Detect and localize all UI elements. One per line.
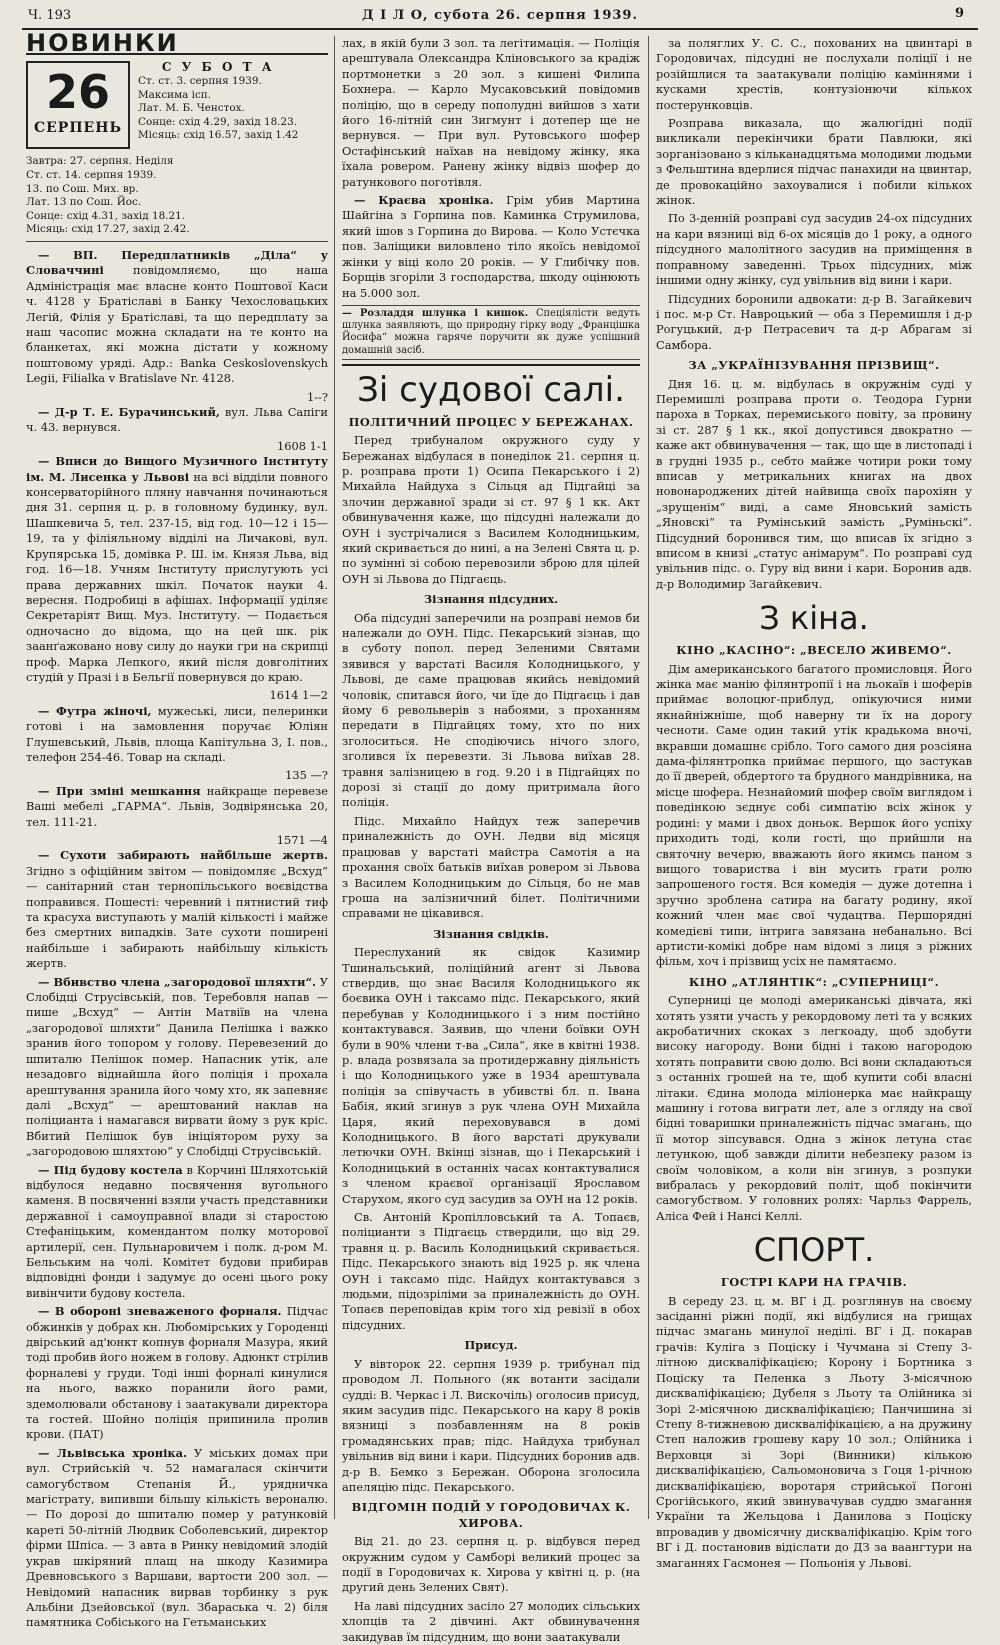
court-subtitle: ПОЛІТИЧНИЙ ПРОЦЕС У БЕРЕЖАНАХ. [348,414,634,429]
paragraph-lead: — Під будову костела [38,1162,183,1177]
almanac-line: Ст. ст. 3. серпня 1939. [138,75,262,87]
paragraph-lead: — Сухоти забирають найбільше жертв. [38,848,328,863]
almanac-line: Лат. М. Б. Ченстох. [138,102,245,115]
news-paragraph [26,1163,328,1302]
weekday: С У Б О Т А [161,60,275,75]
paragraph-lead: — При зміні мешкання [38,783,201,798]
confession-heading: Зізнання підсудних. [423,592,559,607]
kasino-review [656,662,972,970]
paragraph-text: У міських домах при вул. Стрийській ч. 52 намагалася скінчити самогубством Степанія Й., урядничка магістрату, випивши більшу кількість вероналю. — По дорозі до шпиталю помер у ратунковій кареті 50-літній Людвик Соболевський, директор фірми Шпіса. — З авта в Ринку невідомий злодій украв шкіряний плащ на шкоду Казимира Древновського з Варшави, вартости 200 зол. — Невідомий напасник вирвав торбинку з рук Альбіни Дзейовської (вул. Збараська ч. 2) біля памятника Собіського на Гетьманських [26,1445,328,1630]
masthead-title: Д І Л О, субота 26. серпня 1939. [362,8,638,23]
news-paragraph [26,704,328,766]
news-paragraph [26,405,328,436]
news-paragraph [26,1446,328,1631]
day-box [26,61,130,149]
paragraph-text: Грім убив Мартина Шайгіна з Горпина пов. Каминка Струмилова, який ішов з Горпина до Вирова. — Коло Устєчка пов. Заліщики виловлено тіло якоїсь невідомої жінки у віці коло 20 років. — У Глибічку пов. Борщів згоріли 3 господарства, шкоду оцінюють на 5.000 зол. [342,193,640,300]
echo-article [342,1534,640,1645]
tomorrow-line: Сонце: схід 4.31, захід 18.21. [26,209,186,222]
paragraph-text: Згідно з офіційним звітом — повідомляє „Всхуд“ — санітарний стан тернопільського воєвідства поправився. Пошесті: черевний і пятнистий тиф та красуха виступають у малій кількості і майже без смертних випадків. Зате сухоти поширені найбільше і забирають найбільшу кількість жертв. [26,863,328,971]
column-3 [656,36,972,1570]
paragraph-text: лах, в якій були 3 зол. та легітимація. — Поліція арештувала Олександра Кліновського за крадіж портмонетки з 20 зол. з кишені Филипа Бохнера. — Карло Мусаковський повідомив поліцію, що в середу пополудні вийшов з хати його 16-літній син Зигмунт і дотепер ще не вернувся. — При вул. Рутовського шофер Остафінський наїхав на невідому жінку, яка їхала ровером. Ранену жінку відвіз шофер до ратункового поготівля. [342,36,640,189]
notice-lead: — Розладдя шлунка і кишок. [342,307,529,319]
paragraph-lead: — ВП. Передплатників „Діла“ у Словаччині [26,247,328,278]
masthead [22,6,978,30]
article-paragraph: У вівторок 22. серпня 1939 р. трибунал під проводом Л. Польного (як вотанти засідали судді: В. Черкас і Л. Вискочіль) оголосив присуд, яким засудив підс. Пекарського на кару 8 років вязниці з позбавленням на 8 років громадянських прав; підс. Найдуха трибунал увільнив від вини і кари. Підсудних боронив адв. д-р В. Бемко з Бережан. Оборона зголосила апеляцію підс. Пекарського. [342,1356,640,1494]
column-divider [334,36,335,1519]
atlantic-heading: КІНО „АТЛЯНТІК“: „СУПЕРНИЦІ“. [688,974,940,989]
verdict-heading: Присуд. [464,1338,518,1353]
news-paragraph [342,36,640,190]
column-2 [342,36,640,1644]
court-section-title: Зі судової салі. [342,364,640,410]
paragraph-text: Підчас обжинків у добрах кн. Любомірських у Городенці двірський ад'юнкт копнув форналя Мазура, який тоді пробив його ножем в голову. Адюнкт стрілив форналеві у груди. Тоді інші форналі кинулися на нього, важко поранили його рами, здемолювали обстанову і заатакували директора та гостей. Шойно поліція припинила пролив крови. (ПАТ) [26,1304,328,1442]
paragraph-text: повідомляємо, що наша Адміністрація має власне конто Поштової Каси ч. 4128 у Братіславі в Банку Чехословацьких Легій, Філія у Братіславі, та що передплату за наш часопис можна складати на те конто на бланкетах, які можна дістати у кожному поштовому уряді. Адр.: Banka Ceskoslovenskych Legii, Filialka v Bratislave Nr. 4128. [26,263,328,386]
month-name: СЕРПЕНЬ [33,120,122,137]
news-items [26,248,328,1631]
tomorrow-line: Завтра: 27. серпня. Неділя [26,155,174,168]
advert-code: 1571 —4 [276,833,328,847]
news-paragraph [26,454,328,685]
continued-court [656,36,972,353]
echo-heading: ВІДГОМІН ПОДІЙ У ГОРОДОВИЧАХ К. ХИРОВА. [351,1500,631,1530]
article-paragraph: Дім американського багатого промисловця. Його жінка має манію філянтропії і на льокаїв і шоферів приймає волоцюг-приблуд, опікуючися ними якнайніжніше, щоб наверну ти їх на дорогу чесноти. Саме один такий утік крадькома вночі, вкравши домашнє срібло. Того самого дня розсіяна дама-філянтропка приймає першого, що застукав до її дверей, обдертого та брудного мандрівника, на місце шофера. Незнайомий шофер своїм виглядом і поведінкою зєднує собі симпатію всіх жінок у родині: у мами і двох доньок. Вершок його успіху приходить тоді, коли гості, що прийшли на святочну вечерю, вважають його якимсь паном з вищого товариства і він мусить грати ролю запрошеного гостя. Вся комедія — дуже дотепна і зручно зроблена сатира на багату родину, якої кожний член має свої чудацтва. Першорядні комедієві типи, інтрига завязана небанально. Всі артисти-комікі добре нам відомі з лиця з ріжних фільм, хоч і прізвищ усіх не памятаємо. [656,661,972,969]
witness-article [342,945,640,1333]
sport-subtitle: ГОСТРІ КАРИ НА ГРАЧІВ. [720,1275,908,1290]
advert-code: 1614 1—2 [269,688,328,703]
court-article [342,433,640,587]
news-paragraph [26,848,328,971]
article-paragraph: Перед трибуналом окружного суду у Бережанах відбулася в понеділок 21. серпня ц. р. розправа проти 1) Осипа Пекарського і 2) Михайла Найдуха з Сільця ад Підгайці за злочин державної зради зі ст. 97 § 1 кк. Акт обвинувачення каже, що підсудні належали до ОУН і зустрічалися з Василем Колодницьким, який скривається до нині, а на Зелені Свята ц. р. по зумінні зі собою перевозили зброю для цілей ОУН зі Львова до Підгаєць. [342,433,640,586]
tomorrow-line: 13. по Сош. Мих. вр. [26,182,139,195]
article-paragraph: Дня 16. ц. м. відбулась в окружнім суді у Перемишлі розправа проти о. Теодора Гурни пароха в Торках, перемиського повіту, за провину зі ст. 287 § 1 кк., якої допустився двократно — каже акт обвинувачення — так, що ще в листопаді і в грудні 1935 р., себто майже чотири роки тому вписав у метрикальних книгах на двох новонароджених дітей найвища своїх парохіян у „зрущенім“ виді, а саме Яновський замість „Яновскі“ та Румінський замість „Руміньскі“. Підсудний боронився тим, що вписав їх згідно з вписом в книзі „статус анімарум“. По розправі суд увільнив підс. о. Гуру від вини і кари. Боронив адв. д-р Володимир Загайкевич. [656,376,972,591]
almanac-line: Місяць: схід 16.57, захід 1.42 [138,129,299,142]
continued-news [342,36,640,301]
paragraph-text: найкраще перевезе Ваші мебелі „ГАРМА“. Львів, Зодвірянська 20, тел. 111-21. [26,783,328,829]
tomorrow-line: Місяць: схід 17.27, захід 2.42. [26,223,190,236]
article-paragraph: Св. Антоній Кропілловський та А. Топаєв, поліцианти з Підгаєць ствердили, що від 29. травня ц. р. Василь Колодницький скривається. Підс. Пекарського знають від 1925 р. як члена ОУН і таксамо підс. Найдух контактувався з людьми, підозріліми за приналежність до ОУН. Топаєв переповідав крім того хід ревізії в обох підсудних. [342,1210,640,1332]
news-paragraph [26,248,328,387]
advert-code: 1--? [306,389,328,404]
article-paragraph: Від 21. до 23. серпня ц. р. відбувся перед окружним судом у Самборі великий процес за події в Городовичах к. Хирова у квітні ц. р. (на другий день Зелених Свят). [342,1534,640,1595]
news-paragraph [26,784,328,830]
paragraph-text: мужеські, лиси, пелеринки готові і на замовлення поручає Юліян Глушевський, Львів, площа Капітульна 3, І. пов., телефон 254-46. Товар на складі. [26,703,329,764]
news-paragraph [26,1304,328,1443]
cinema-section-title: З кіна. [759,599,869,638]
confession-article [342,611,640,922]
article-paragraph: Переслуханий як свідок Казимир Тшинальський, поліційний агент зі Львова ствердив, що знає Василя Колодницького як боєвика ОУН і таксамо підс. Пекарського, який перебував у Колодницького і з ним постійно контактувався. Заявив, що члени боївки ОУН були в 90% члени т-ва „Сила“, яке в квітні 1938. р. влада розвязала за протидержавну діяльність і що Колодницького уже в 1934 арештувала поліція за співучасть в убивстві бл. п. Івана Бабія, який згинув з рук члена ОУН Михайла Царя, який переховувався в домі Колодницького. В його варстаті друкували летючки ОУН. Вкінці зізнав, що і Пекарський і Колодницький в останніх часах контактувалися з членом краєвої організації Ярославом Старухом, якого суд засудив за ОУН на 12 років. [342,945,640,1206]
tomorrow-line: Лат. 13 по Сош. Йос. [26,196,142,209]
paragraph-text: вул. Льва Сапіги ч. 43. вернувся. [26,405,328,435]
paragraph-lead: — Краєва хроніка. [354,193,494,208]
advert-notice [342,305,640,360]
paragraph-lead: — В обороні зневаженого форналя. [38,1304,282,1319]
article-paragraph: В середу 23. ц. м. ВГ і Д. розглянув на своєму засіданні ріжні події, які відбулися на грищах підчас змагань минулої неділі. ВГ і Д. покарав грачів: Куліга з Поціску і Чучмана зі Степу 3-літною дискваліфікацією; Корону і Бортника з Поціску та Пеленка з Льоту 3-місячною дискваліфікацією; Дубеля з Льоту та Олійника зі Зорі 2-місячною дискваліфікацією; Панчишина зі Степу 8-тижневою дискваліфікацією, а на дружину Степ наложив грошеву кару 10 зол.; Олійника і Верховця зі Зорі (Винники) кількою дискваліфікацією, Сальомоновича з Гоця 1-річною дискваліфікацією, воротаря стрийської Погоні Срогійського, який звинувачував суддю змагання України та Жельцова і Данилова з Поціску впровадив у двомісячну дискваліфікацію. Крім того ВГ і Д. постановив відіслати до ДЗ за ваангтури на змаганнях Гасмонея — Польонія у Львові. [656,1293,972,1570]
article-paragraph: Підс. Михайло Найдух теж заперечив приналежність до ОУН. Ледви від місяця працював у варстаті майстра Самотія а на прохання своїх батьків виїхав ровером зі Львова з Василем Колодницьким до Сільця, бо не мав гроша на залізничний білет. Політичними справами не цікавився. [342,813,640,921]
page-number-left: Ч. 193 [28,8,72,23]
column-1 [26,29,329,1630]
names-article [656,377,972,593]
witness-heading: Зізнання свідків. [433,926,549,941]
sport-article [656,1294,972,1571]
paragraph-lead: — Футра жіночі, [38,703,152,718]
paragraph-text: на всі відділи повного консерваторійного пляну навчання починаються дня 31. серпня ц. р. в головному будинку, вул. Шашкевича 5, тел. 237-15, від год. 10—12 і 15—19, та у філіяльному відділі на Личакові, вул. Крупярська 15, домівка Р. Ш. ім. Князя Льва, від год. 16—18. Учням Інституту прислугують усі права державних шкіл. Початок науки 4. вересня. Подробиці в афішах. Інформації уділяє Секретаріят Вищ. Муз. Інституту. — Подається одночасно до відома, що на цей шк. рік заанґажовано нову силу до науки гри на скрипці проф. Марка Лепкого, який після довголітних студій у Празі і в Бельгії повернувся до краю. [26,469,328,684]
paragraph-text: У Слобідці Струсівській, пов. Теребовля напав — пише „Всхуд“ — Антін Матвіїв на члена „загородової шляхти“ Данила Пелішка і важко зранив його топором у голову. Перевезений до шпиталю Пелішок помер. Напасник утік, але незадовго віднайшла його поліція і прохала арештування зранила його чому хто, як запевняє далі „Всхуд“ — арештований наклав на поліцианта і намагався вирвати йому з рук кріс. Вбитий Пелішок був ініціятором руху за „загородовою шляхтою“ у Слобідці Струсівській. [26,974,328,1159]
almanac [138,61,298,149]
paragraph-text: в Корчині Шляхотській відбулося недавно посвячення вугольного каменя. В посвяченні взяли участь представники державної і самоуправної влади зі старостою Стефаніцьким, комендантом полку моторової артилерії, сен. Пульнаровичем і полк. д-ром М. Бельським на чолі. Комітет будови прибирав відповідні фонди і задумує до осені цього року вивінчити будову костела. [26,1162,328,1300]
tomorrow-almanac [26,155,328,242]
paragraph-lead: — Вбивство члена „загородової шляхти“. [38,974,317,989]
names-heading: ЗА „УКРАЇНІЗУВАННЯ ПРІЗВИЩ“. [688,358,940,373]
paragraph-lead: — Д-р Т. Е. Бурачинський, [38,405,220,420]
almanac-line: Сонце: схід 4.29, захід 18.23. [138,115,298,128]
news-paragraph [342,193,640,301]
almanac-line: Максима ісп. [138,88,212,101]
tomorrow-line: Ст. ст. 14. серпня 1939. [26,169,157,181]
article-paragraph: По 3-денній розправі суд засудив 24-ох підсудних на кари вязниці від 6-ох місяців до 1 року, а одного підсудного малолітного засудив на приміщення в поправному заведенні. Трьох підсудних, між іншими одну жінку, суд увільнив від вини і кари. [656,211,972,288]
news-paragraph [26,975,328,1160]
article-paragraph: за поляглих У. С. С., похованих на цвинтарі в Городовичах, підсудні не послухали поліції і не розійшлися та заатакували поліцію каміннями і кусками хрестів, контузіонючи кількох постерунковців. [656,36,972,112]
article-paragraph: Оба підсудні заперечили на розправі немов би належали до ОУН. Підс. Пекарський зізнав, що в суботу попол. перед Зеленими Святами зявився у варстаті Василя Колодницького, у Львові, де саме працював якийсь невідомий чоловік, спитався його, чи їде до Підгаєць і дав йому 6 револьверів з набоями, з проханням передати в Підгайцях тому, хто по них зголоситься. Не сподіючись нічого злого, зголився їх перевезти. Зі Львова виїхав 28. травня залізницею в год. 9.20 і в Підгайцях по дорозі зі стації до дому притримала його поліція. [342,610,640,810]
column-divider [648,36,649,1519]
paragraph-lead: — Львівська хроніка. [38,1445,187,1460]
date-box [26,61,328,149]
day-number: 26 [45,65,110,120]
kasino-heading: КІНО „КАСІНО“: „ВЕСЕЛО ЖИВЕМО“. [676,643,952,658]
section-title-novynky: НОВИНКИ [26,36,328,55]
page-number-right: 9 [954,6,964,21]
paragraph-lead: — Вписи до Вищого Музичного Інституту ім. М. Лисенка у Львові [26,454,328,484]
sport-section-title: СПОРТ. [753,1231,875,1270]
article-paragraph: Підсудних боронили адвокати: д-р В. Загайкевич і пос. м-р Ст. Навроцький — оба з Перемишля і д-р Рогуцький, д-р Петрасевич та д-р Абрагам зі Самбора. [656,291,972,352]
notice-text: Спеціялісти ведуть шлунка заявляють, що природну гірку воду „Францішка Йосифа“ можна гаряче поручити як дуже успішний домашній засіб. [342,307,640,356]
verdict-article [342,1357,640,1496]
advert-code: 135 —? [285,768,328,783]
article-paragraph: На лаві підсудних засіло 27 молодих сільських хлопців та 2 дівчині. Акт обвинувачення закидував їм підсудним, що вони заатакували [342,1598,640,1644]
article-paragraph: Розправа виказала, що жалюгідні події викликали перекінчики брати Павлюки, які зорганізовано з кільканадцятьма молодими людьми з Фельштина вдерлися підчас панахиди на цвинтар, де провокаційно захоувалися і побили кількох жінок. [656,116,972,208]
atlantic-review [656,993,972,1224]
article-paragraph: Суперниці це молоді американські дівчата, які хотять узяти участь у рекордовому леті та у всяких акробатичних скоках з легкоаду, щоб здобути високу нагороду. Вони бідні і такою нагородою хотять поправити свою долю. Всі вони складаються з останніх грошей на те, щоб купити собі власні літаки. Єдина молода міліонерка має найкращу машину і готова виграти лет, але з огляду на свої бідні товаришки приналежність підчас змагань, що її мотор зіпсувався. Одна з жінок летуна стає летункою, щоб завжди ділити небезпеку разом із своїм чоловіком, а коли він згинув, з розпуки вибралась у рекордовий політ, щоб покінчити самогубством. У головних ролях: Чарльз Фаррель, Аліса Фей і Нансі Келлі. [656,993,972,1223]
advert-code: 1608 1-1 [277,438,328,453]
